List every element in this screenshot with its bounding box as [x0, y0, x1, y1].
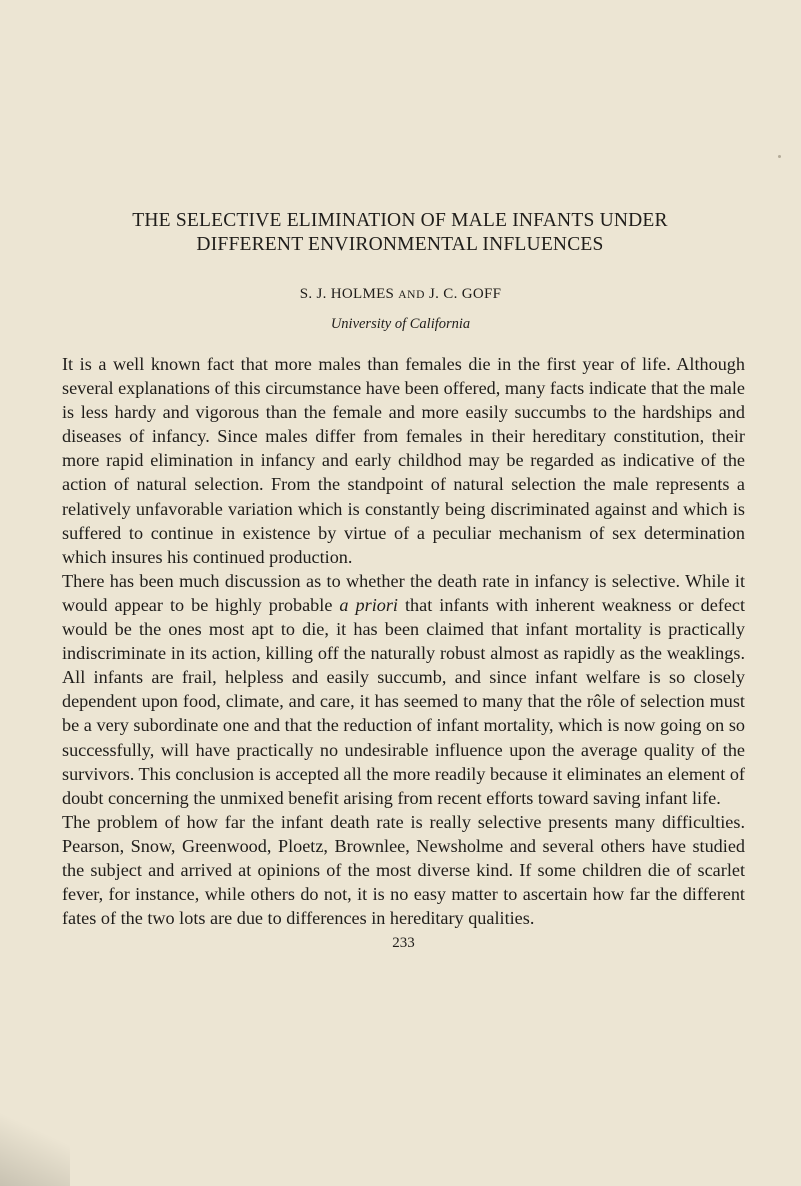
paragraph-2	[62, 569, 745, 810]
author-line	[0, 286, 801, 303]
page-number: 233	[392, 935, 415, 952]
paragraph-1: It is a well known fact that more males than females die in the first year of life. Although several explanations of this circumstance have been offered, many facts indicate that the male is less hardy and vigorous than the female and more easily succumbs to the hardships and diseases of infancy. Since males differ from females in their hereditary constitution, their more rapid elimination in infancy and early childhod may be regarded as indicative of the action of natural selection. From the standpoint of natural selection the male represents a relatively unfavorable variation which is constantly being discriminated against and which is suffered to continue in existence by virtue of a peculiar mechanism of sex determination which insures his continued production.	[62, 354, 745, 567]
author-first: S. J. HOLMES	[299, 286, 395, 302]
author-second: J. C. GOFF	[429, 286, 502, 302]
paragraph-2-text-b: that infants with inherent weakness or defect would be the ones most apt to die, it has been claimed that infant mortality is practically indiscriminate in its action, killing off the naturally robust almost as rapidly as the weaklings. All infants are frail, helpless and easily succumb, and since infant welfare is so closely dependent upon food, climate, and care, it has seemed to many that the rôle of selection must be a very subordinate one and that the reduction of infant mortality, which is now going on so successfully, will have practically no undesirable influence upon the average quality of the survivors. This conclusion is accepted all the more readily because it eliminates an element of doubt concerning the unmixed benefit arising from recent efforts toward saving infant life.	[62, 594, 746, 808]
article-title-line-2: DIFFERENT ENVIRONMENTAL INFLUENCES	[196, 234, 604, 255]
paragraph-2-italic: a priori	[339, 594, 398, 615]
author-affiliation: University of California	[330, 316, 471, 332]
scan-corner-shadow	[0, 1096, 70, 1186]
author-joiner: AND	[398, 289, 425, 301]
paper-speck	[778, 155, 781, 158]
article-title-line-1: THE SELECTIVE ELIMINATION OF MALE INFANTS UNDER	[132, 210, 668, 231]
paragraph-2-text-a: There has been much discussion as to whether the death rate in infancy is selective. While it would appear to be highly probable	[62, 570, 745, 615]
paragraph-3: The problem of how far the infant death rate is really selective presents many difficulties. Pearson, Snow, Greenwood, Ploetz, Brownlee, Newsholme and several others have studied the subject and arrived at opinions of the most diverse kind. If some children die of scarlet fever, for instance, while others do not, it is no easy matter to ascertain how far the different fates of the two lots are due to differences in hereditary qualities.	[62, 811, 745, 929]
article-body	[62, 352, 745, 952]
